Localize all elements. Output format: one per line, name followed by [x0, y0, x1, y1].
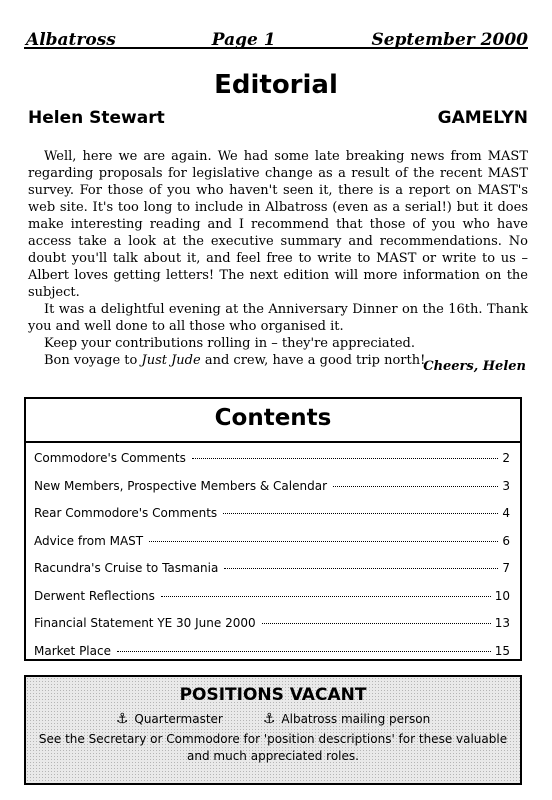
toc-item-title: Racundra's Cruise to Tasmania — [34, 561, 219, 575]
toc-leader — [224, 568, 498, 569]
editorial-paragraph: Keep your contributions rolling in – they're appreciated. — [44, 336, 415, 351]
toc-item[interactable] — [34, 589, 510, 617]
toc-item-title: New Members, Prospective Members & Calendar — [34, 478, 328, 493]
toc-item[interactable] — [34, 506, 510, 534]
editorial-title: Editorial — [214, 70, 338, 100]
positions-vacant-box — [24, 675, 522, 785]
toc-item[interactable] — [34, 534, 510, 562]
toc-item[interactable] — [34, 561, 510, 589]
toc-leader — [161, 596, 491, 597]
toc-item-page: 4 — [502, 506, 510, 520]
voyage-suffix: and crew, have a good trip north! — [200, 353, 426, 368]
toc-leader — [262, 623, 491, 624]
toc-list — [26, 443, 520, 671]
role-label: Albatross mailing person — [281, 712, 431, 726]
role-item — [116, 711, 223, 727]
role-item — [263, 711, 430, 727]
toc-item[interactable] — [34, 479, 510, 507]
anchor-icon: ⚓ — [115, 711, 129, 727]
editorial-signoff: Cheers, Helen — [423, 359, 526, 374]
header-divider — [24, 47, 528, 49]
toc-item[interactable] — [34, 616, 510, 644]
publication-name: Albatross — [26, 30, 116, 50]
toc-leader — [149, 541, 498, 542]
positions-note: See the Secretary or Commodore for 'position descriptions' for these valuable and much appreciated roles. — [38, 732, 508, 763]
toc-item-page: 13 — [494, 616, 510, 630]
toc-item-title: Financial Statement YE 30 June 2000 — [34, 616, 256, 630]
page-number: Page 1 — [211, 30, 276, 50]
editorial-paragraph: It was a delightful evening at the Anniversary Dinner on the 16th. Thank you and well done to all those who organised it. — [28, 302, 528, 334]
toc-item-title: Rear Commodore's Comments — [34, 506, 218, 520]
voyage-prefix: Bon voyage to — [44, 353, 142, 368]
contents-title: Contents — [214, 405, 332, 431]
toc-item-title: Market Place — [34, 643, 111, 658]
toc-item-page: 3 — [502, 478, 510, 493]
boat-name: Just Jude — [141, 353, 201, 368]
positions-roles — [26, 711, 520, 727]
toc-item-title: Derwent Reflections — [34, 588, 155, 603]
toc-leader — [333, 486, 498, 487]
page-header — [26, 20, 528, 50]
editorial-paragraph: Well, here we are again. We had some late breaking news from MAST regarding proposals for legislative change as a result of the recent MAST survey. For those of you who haven't seen it, there is a report on MAST's web site. It's too long to include in Albatross (even as a serial!) but it does make interesting reading and I recommend that those of you who have access take a look at the executive summary and recommendations. No doubt you'll talk about it, and feel free to write to MAST or write to us – Albert loves getting letters! The next edition will more information on the subject. — [28, 149, 528, 300]
anchor-icon: ⚓ — [262, 711, 276, 727]
toc-item-page: 2 — [502, 451, 510, 465]
positions-vacant-title: POSITIONS VACANT — [179, 685, 367, 705]
toc-item-page: 6 — [502, 533, 510, 548]
contents-box — [24, 397, 522, 661]
toc-item-page: 7 — [502, 561, 510, 575]
editorial-body — [28, 148, 528, 369]
role-label: Quartermaster — [134, 712, 223, 726]
toc-item-page: 15 — [494, 643, 510, 658]
author-vessel: GAMELYN — [437, 108, 528, 128]
toc-leader — [192, 458, 498, 459]
toc-item[interactable] — [34, 644, 510, 672]
toc-leader — [117, 651, 491, 652]
author-name: Helen Stewart — [28, 108, 165, 128]
toc-item[interactable] — [34, 451, 510, 479]
toc-item-page: 10 — [494, 588, 510, 603]
author-row — [28, 108, 528, 128]
issue-date: September 2000 — [371, 30, 528, 50]
toc-leader — [223, 513, 498, 514]
toc-item-title: Advice from MAST — [34, 533, 144, 548]
toc-item-title: Commodore's Comments — [34, 451, 186, 465]
